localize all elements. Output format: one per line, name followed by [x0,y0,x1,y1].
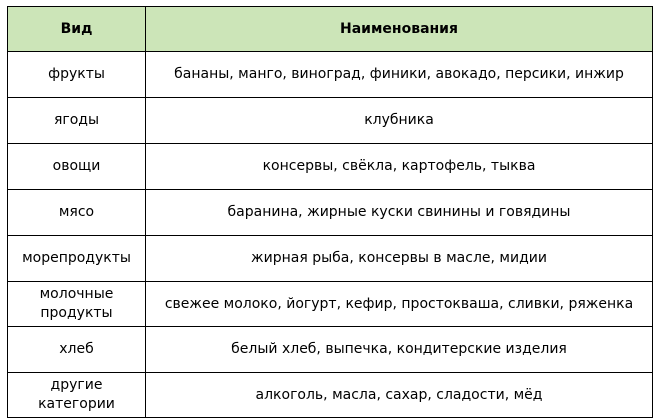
cell-items: баранина, жирные куски свинины и говядины [146,190,653,236]
header-items: Наименования [146,7,653,52]
table-row [8,236,653,282]
cell-kind: другие категории [8,373,146,418]
food-category-table [7,6,653,418]
cell-items: консервы, свёкла, картофель, тыква [146,144,653,190]
table-row [8,144,653,190]
cell-items: белый хлеб, выпечка, кондитерские изделия [146,327,653,373]
cell-kind: хлеб [8,327,146,373]
cell-items: свежее молоко, йогурт, кефир, простокваша, сливки, ряженка [146,282,653,327]
table-header-row [8,7,653,52]
table-row [8,52,653,98]
table-row [8,327,653,373]
cell-items: бананы, манго, виноград, финики, авокадо, персики, инжир [146,52,653,98]
table-row [8,373,653,418]
cell-kind: овощи [8,144,146,190]
cell-kind: морепродукты [8,236,146,282]
cell-items: жирная рыба, консервы в масле, мидии [146,236,653,282]
cell-items: клубника [146,98,653,144]
cell-kind: ягоды [8,98,146,144]
cell-kind: фрукты [8,52,146,98]
cell-kind: мясо [8,190,146,236]
table-row [8,98,653,144]
cell-kind: молочные продукты [8,282,146,327]
table-row [8,190,653,236]
cell-items: алкоголь, масла, сахар, сладости, мёд [146,373,653,418]
table-row [8,282,653,327]
header-kind: Вид [8,7,146,52]
